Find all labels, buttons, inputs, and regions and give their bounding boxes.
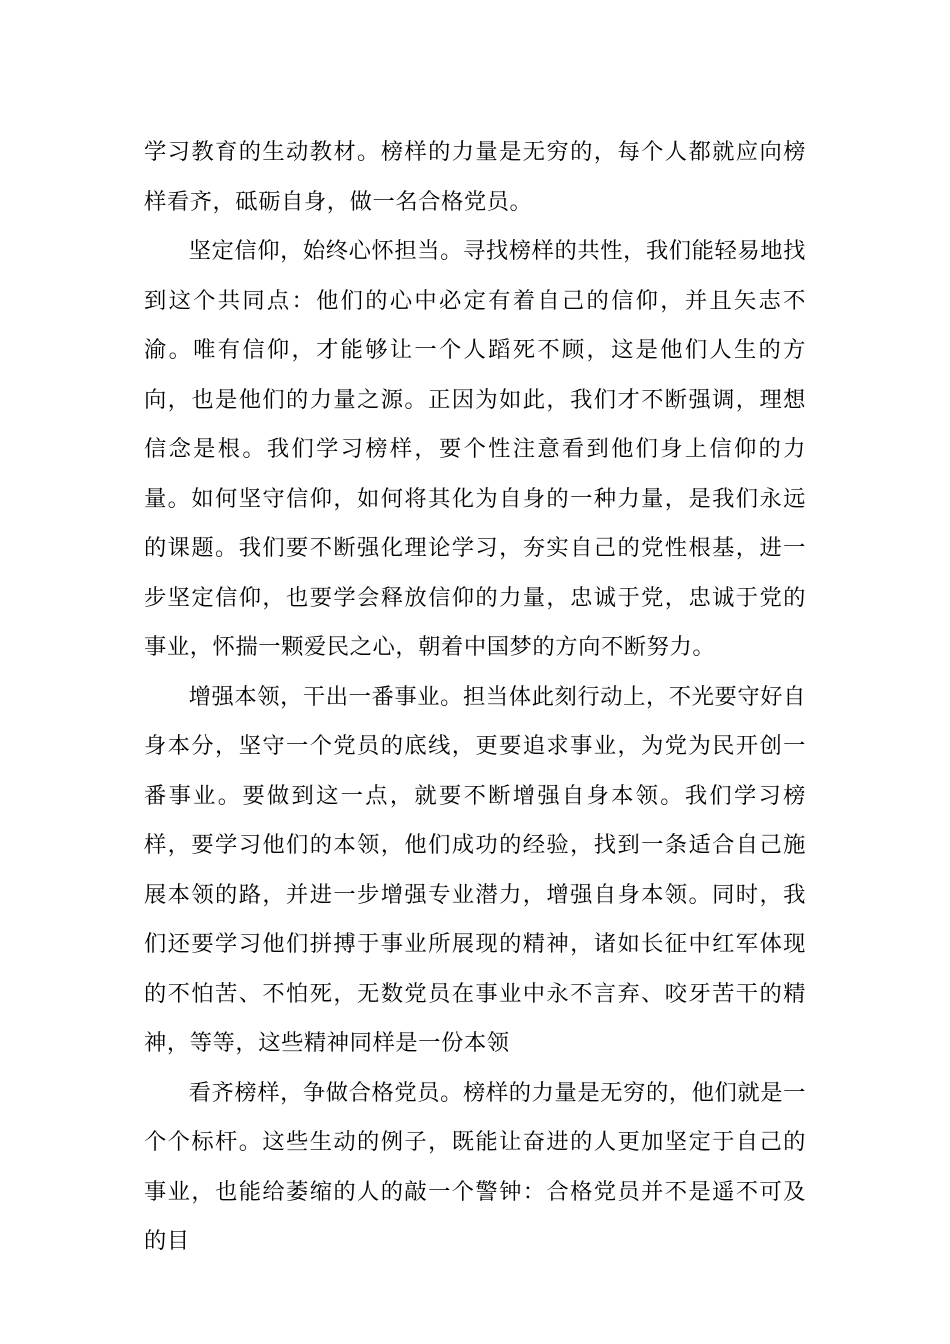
paragraph-continuation: 学习教育的生动教材。榜样的力量是无穷的，每个人都就应向榜样看齐，砥砺自身，做一名合格党员。 [144, 139, 806, 215]
paragraph-enhance-ability: 增强本领，干出一番事业。担当体此刻行动上，不光要守好自身本分，坚守一个党员的底线，更要追求事业，为党为民开创一番事业。要做到这一点，就要不断增强自身本领。我们学习榜样，要学习他们的本领，他们成功的经验，找到一条适合自己施展本领的路，并进一步增强专业潜力，增强自身本领。同时，我们还要学习他们拼搏于事业所展现的精神，诸如长征中红军体现的不怕苦、不怕死，无数党员在事业中永不言弃、咬牙苦干的精神，等等，这些精神同样是一份本领 [144, 683, 806, 1056]
document-body [144, 128, 806, 1267]
paragraph-follow-role-models: 看齐榜样，争做合格党员。榜样的力量是无穷的，他们就是一个个标杆。这些生动的例子，既能让奋进的人更加坚定于自己的事业，也能给萎缩的人的敲一个警钟：合格党员并不是遥不可及的目 [144, 1079, 806, 1254]
paragraph-firm-belief: 坚定信仰，始终心怀担当。寻找榜样的共性，我们能轻易地找到这个共同点：他们的心中必定有着自己的信仰，并且矢志不渝。唯有信仰，才能够让一个人蹈死不顾，这是他们人生的方向，也是他们的力量之源。正因为如此，我们才不断强调，理想信念是根。我们学习榜样，要个性注意看到他们身上信仰的力量。如何坚守信仰，如何将其化为自身的一种力量，是我们永远的课题。我们要不断强化理论学习，夯实自己的党性根基，进一步坚定信仰，也要学会释放信仰的力量，忠诚于党，忠诚于党的事业，怀揣一颗爱民之心，朝着中国梦的方向不断努力。 [144, 238, 806, 660]
